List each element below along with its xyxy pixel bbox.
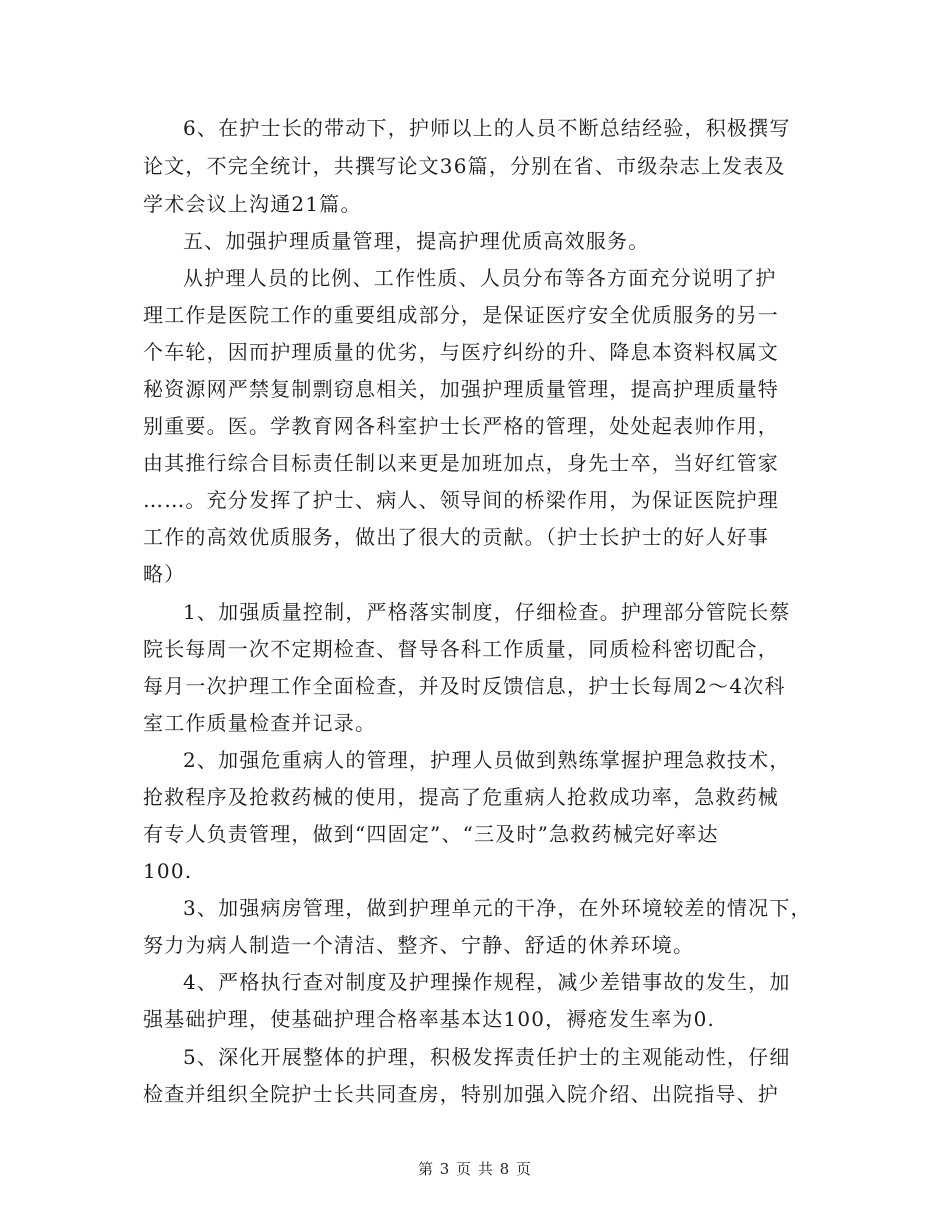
text-line: 3、加强病房管理，做到护理单元的干净，在外环境较差的情况下， [183,896,812,920]
text-line: 院长每周一次不定期检查、督导各科工作质量，同质检科密切配合， [143,637,779,661]
text-line: 每月一次护理工作全面检查，并及时反馈信息，护士长每周2～4次科 [143,674,786,698]
text-line: 个车轮，因而护理质量的优劣，与医疗纠纷的升、降息本资料权属文 [143,340,779,364]
text-line: 室工作质量检查并记录。 [143,711,377,735]
text-line: 略） [143,562,186,586]
text-line: 100. [143,859,193,883]
text-line: 秘资源网严禁复制剽窃息相关，加强护理质量管理，提高护理质量特 [143,377,779,401]
text-line: 别重要。医。学教育网各科室护士长严格的管理，处处起表帅作用， [143,414,779,438]
text-line: 6、在护士长的带动下，护师以上的人员不断总结经验，积极撰写 [183,116,791,140]
text-line: 学术会议上沟通21篇。 [143,192,362,216]
text-line: 检查并组织全院护士长共同查房，特别加强入院介绍、出院指导、护 [143,1082,779,1106]
text-line: 4、严格执行查对制度及护理操作规程，减少差错事故的发生，加 [183,970,791,994]
text-line: 抢救程序及抢救药械的使用，提高了危重病人抢救成功率，急救药械 [143,785,779,809]
section-heading: 五、加强护理质量管理，提高护理优质高效服务。 [183,229,650,253]
text-line: 5、深化开展整体的护理，积极发挥责任护士的主观能动性，仔细 [183,1045,791,1069]
text-line: 从护理人员的比例、工作性质、人员分布等各方面充分说明了护 [183,266,777,290]
text-line: 由其推行综合目标责任制以来更是加班加点，身先士卒，当好红管家 [143,451,779,475]
text-line: 1、加强质量控制，严格落实制度，仔细检查。护理部分管院长蔡 [183,600,791,624]
text-line: 有专人负责管理，做到“四固定”、“三及时”急救药械完好率达 [143,822,719,846]
text-line: 努力为病人制造一个清洁、整齐、宁静、舒适的休养环境。 [143,933,695,957]
page-number-footer: 第 3 页 共 8 页 [418,1160,532,1178]
text-line: 理工作是医院工作的重要组成部分，是保证医疗安全优质服务的另一 [143,303,779,327]
text-line: 强基础护理，使基础护理合格率基本达100，褥疮发生率为0. [143,1007,716,1031]
text-line: ……。充分发挥了护士、病人、领导间的桥梁作用，为保证医院护理 [143,488,779,512]
text-line: 工作的高效优质服务，做出了很大的贡献。（护士长护士的好人好事 [143,525,769,549]
text-line: 2、加强危重病人的管理，护理人员做到熟练掌握护理急救技术， [183,748,791,772]
text-line: 论文，不完全统计，共撰写论文36篇，分别在省、市级杂志上发表及 [143,154,786,178]
